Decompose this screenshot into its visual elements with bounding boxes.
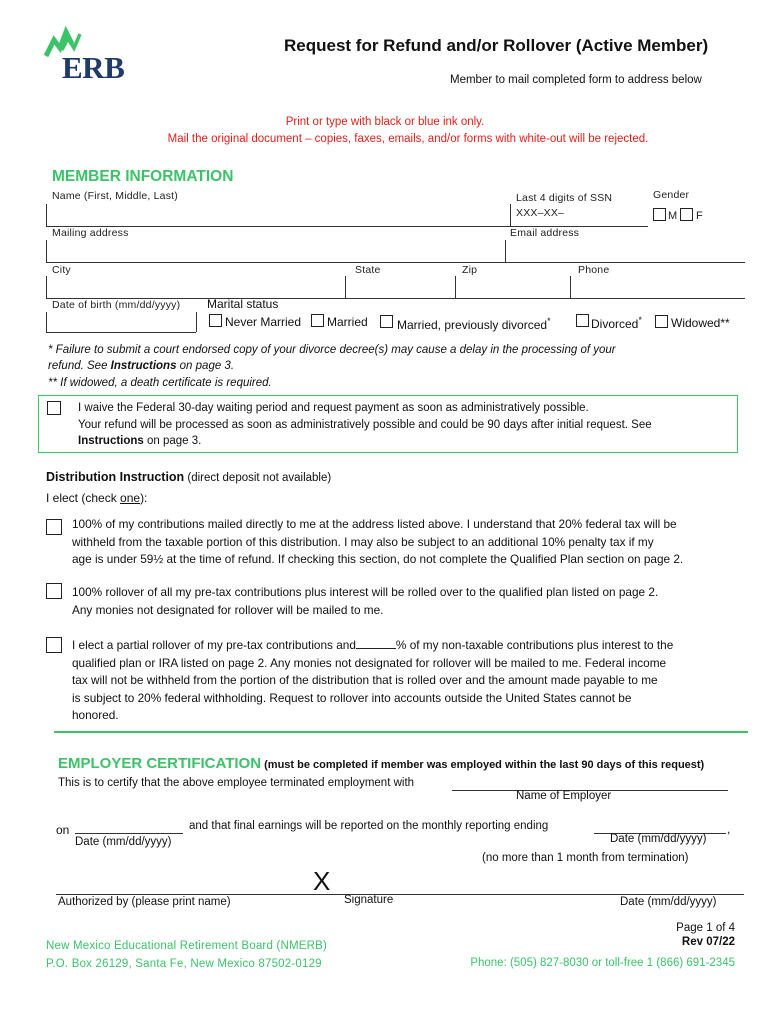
prev-divorced-checkbox[interactable] bbox=[380, 315, 393, 328]
gender-f-checkbox[interactable] bbox=[680, 208, 693, 221]
option-full-refund-text bbox=[72, 516, 752, 569]
employer-heading-title: EMPLOYER CERTIFICATION bbox=[58, 755, 262, 772]
signature-label: Signature bbox=[344, 894, 394, 906]
logo-text: ERB bbox=[62, 50, 125, 85]
employer-heading-note: (must be completed if member was employed within the last 90 days of this request) bbox=[261, 759, 705, 771]
married-label: Married bbox=[327, 315, 368, 329]
ssn-field-left-border bbox=[510, 204, 511, 226]
option2-line: 100% rollover of all my pre-tax contributions plus interest will be rolled over to the qualified plan listed on page 2. bbox=[72, 585, 659, 599]
marital-label: Marital status bbox=[207, 297, 279, 311]
option3-first-b: % of my non-taxable contributions plus interest to the bbox=[395, 638, 674, 652]
married-checkbox[interactable] bbox=[311, 314, 324, 327]
widowed-footnote: ** If widowed, a death certificate is required. bbox=[48, 377, 272, 389]
waiver-checkbox[interactable] bbox=[47, 401, 61, 415]
waiver-text bbox=[78, 400, 728, 450]
gender-m-label: M bbox=[668, 210, 678, 222]
waiver-line1: I waive the Federal 30-day waiting period and request payment as soon as administratively possible. bbox=[78, 402, 589, 414]
distribution-heading bbox=[46, 470, 331, 484]
waiver-line3-rest: on page 3. bbox=[143, 435, 202, 447]
option-partial-rollover-text bbox=[72, 636, 752, 725]
partial-percent-field[interactable] bbox=[356, 636, 396, 649]
member-info-heading: MEMBER INFORMATION bbox=[52, 168, 234, 185]
email-field[interactable] bbox=[505, 262, 745, 263]
city-field-left-border bbox=[46, 276, 47, 298]
prev-divorced-footnote-mark: * bbox=[547, 316, 551, 326]
widowed-label: Widowed** bbox=[671, 316, 730, 330]
zip-field[interactable] bbox=[455, 298, 570, 299]
dob-field[interactable] bbox=[46, 332, 196, 333]
email-field-left-border bbox=[505, 240, 506, 262]
revision: Rev 07/22 bbox=[681, 936, 735, 948]
distribution-heading-bold: Distribution Instruction bbox=[46, 470, 185, 484]
option-full-rollover-checkbox[interactable] bbox=[46, 583, 62, 599]
option1-line: age is under 59½ at the time of refund. If checking this section, do not complete the Qualified Plan section on page 2. bbox=[72, 552, 684, 566]
elect-suffix: ): bbox=[140, 491, 148, 505]
signature-x-mark: X bbox=[313, 866, 331, 896]
option3-line: is subject to 20% federal withholding. Request to rollover into accounts outside the United States cannot be bbox=[72, 690, 632, 705]
termination-date-label: Date (mm/dd/yyyy) bbox=[75, 836, 172, 848]
option1-line: withheld from the taxable portion of this distribution. I may also be subject to an additional 10% penalty tax if my bbox=[72, 534, 654, 549]
gender-m-checkbox[interactable] bbox=[653, 208, 666, 221]
authorization-line[interactable] bbox=[56, 894, 744, 895]
email-label: Email address bbox=[510, 227, 580, 239]
phone-field[interactable] bbox=[570, 298, 745, 299]
elect-one-label bbox=[46, 491, 147, 505]
waiver-instructions-link: Instructions bbox=[78, 435, 144, 447]
reporting-date-label: Date (mm/dd/yyyy) bbox=[610, 833, 707, 845]
zip-field-left-border bbox=[455, 276, 456, 298]
page-title: Request for Refund and/or Rollover (Active Member) bbox=[284, 36, 709, 55]
divorce-footnote-suffix: on page 3. bbox=[176, 360, 235, 372]
reporting-date-comma: , bbox=[727, 822, 731, 836]
name-field-left-border bbox=[46, 204, 47, 226]
dob-label: Date of birth (mm/dd/yyyy) bbox=[52, 299, 181, 311]
divorce-footnote-line2 bbox=[48, 358, 748, 374]
prev-divorced-label bbox=[397, 316, 551, 332]
divorced-checkbox[interactable] bbox=[576, 314, 589, 327]
never-married-label: Never Married bbox=[225, 315, 302, 329]
footer-org: New Mexico Educational Retirement Board (NMERB) bbox=[46, 940, 328, 952]
waiver-line3 bbox=[78, 433, 728, 450]
gender-f-label: F bbox=[696, 210, 703, 222]
termination-date-field[interactable] bbox=[75, 833, 183, 834]
page-number: Page 1 of 4 bbox=[676, 922, 735, 934]
zip-label: Zip bbox=[462, 264, 478, 276]
gender-label: Gender bbox=[653, 189, 690, 201]
name-label: Name (First, Middle, Last) bbox=[52, 190, 178, 202]
employer-name-label: Name of Employer bbox=[516, 790, 612, 802]
option-full-rollover-text bbox=[72, 584, 752, 619]
signature-date-label: Date (mm/dd/yyyy) bbox=[620, 896, 717, 908]
divorce-footnote-link: Instructions bbox=[110, 360, 177, 372]
mailing-field[interactable] bbox=[46, 262, 506, 263]
option3-line: qualified plan or IRA listed on page 2. Any monies not designated for rollover will be mailed to me. Federal income bbox=[72, 655, 667, 670]
footer-address: P.O. Box 26129, Santa Fe, New Mexico 87502-0129 bbox=[46, 958, 322, 970]
divorce-footnote bbox=[48, 342, 748, 374]
ssn-label: Last 4 digits of SSN bbox=[516, 192, 613, 204]
option1-line: 100% of my contributions mailed directly to me at the address listed above. I understand that 20% federal tax will be bbox=[72, 517, 677, 531]
dob-field-left-border bbox=[46, 312, 47, 332]
elect-one-underline: one bbox=[120, 491, 141, 505]
erb-logo bbox=[44, 26, 136, 88]
divorce-footnote-line1: * Failure to submit a court endorsed copy of your divorce decree(s) may cause a delay in the processing of your bbox=[48, 344, 616, 356]
final-earnings-text: and that final earnings will be reported on the monthly reporting ending bbox=[189, 820, 549, 832]
never-married-checkbox[interactable] bbox=[209, 314, 222, 327]
notice-ink: Print or type with black or blue ink only. bbox=[285, 116, 485, 128]
on-label: on bbox=[56, 823, 70, 837]
widowed-checkbox[interactable] bbox=[655, 315, 668, 328]
employer-heading bbox=[58, 755, 704, 773]
prev-divorced-text: Married, previously divorced bbox=[397, 318, 548, 332]
page-subtitle: Member to mail completed form to address below bbox=[450, 74, 702, 86]
dob-field-right-border bbox=[196, 312, 197, 332]
option-partial-rollover-checkbox[interactable] bbox=[46, 637, 62, 653]
option3-first-line bbox=[72, 636, 752, 655]
authorized-by-label: Authorized by (please print name) bbox=[58, 896, 231, 908]
divorced-footnote-mark: * bbox=[638, 315, 642, 325]
mailing-label: Mailing address bbox=[52, 227, 129, 239]
option2-line: Any monies not designated for rollover will be mailed to me. bbox=[72, 602, 384, 617]
mailing-field-left-border bbox=[46, 240, 47, 262]
phone-label: Phone bbox=[578, 264, 610, 276]
ssn-format: XXX–XX– bbox=[516, 207, 565, 219]
footer-phone: Phone: (505) 827-8030 or toll-free 1 (866) 691-2345 bbox=[470, 957, 735, 969]
waiver-line2: Your refund will be processed as soon as administratively possible and could be 90 days after initial request. See bbox=[78, 418, 652, 431]
option3-line: honored. bbox=[72, 708, 119, 722]
option-full-refund-checkbox[interactable] bbox=[46, 519, 62, 535]
phone-field-left-border bbox=[570, 276, 571, 298]
divorced-label bbox=[591, 315, 642, 331]
divorce-footnote-prefix: refund. See bbox=[48, 360, 111, 372]
state-field[interactable] bbox=[345, 298, 455, 299]
state-label: State bbox=[355, 264, 381, 276]
option3-first-a: I elect a partial rollover of my pre-tax contributions and bbox=[72, 638, 356, 652]
divorced-text: Divorced bbox=[591, 317, 639, 331]
employer-section-divider bbox=[54, 731, 748, 733]
notice-original: Mail the original document – copies, faxes, emails, and/or forms with white-out will be rejected. bbox=[167, 133, 649, 145]
option3-line: tax will not be withheld from the portion of the distribution that is rolled over and the amount made payable to me bbox=[72, 673, 658, 687]
city-label: City bbox=[52, 264, 71, 276]
no-more-note: (no more than 1 month from termination) bbox=[482, 852, 689, 864]
distribution-heading-note: (direct deposit not available) bbox=[184, 472, 332, 484]
certify-text: This is to certify that the above employee terminated employment with bbox=[58, 777, 415, 789]
elect-prefix: I elect (check bbox=[46, 491, 121, 505]
state-field-left-border bbox=[345, 276, 346, 298]
